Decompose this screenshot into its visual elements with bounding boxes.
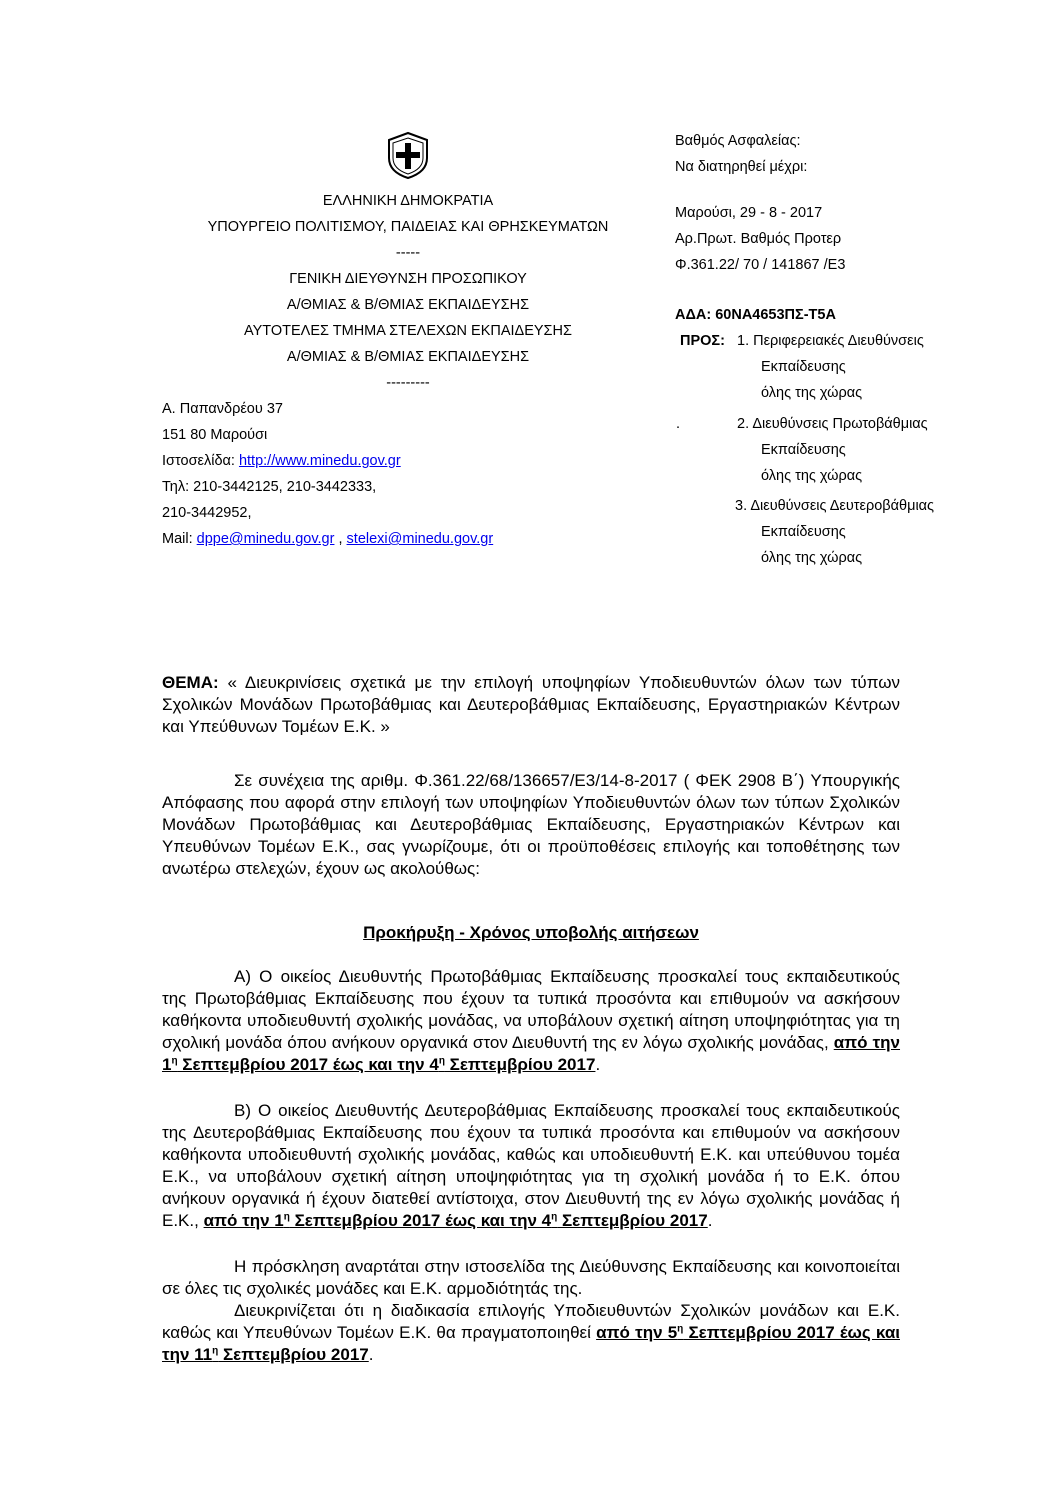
protocol-label: Αρ.Πρωτ. Βαθμός Προτερ [675,231,842,247]
separator: ----- [395,245,421,261]
department-line-2: Α/ΘΜΙΑΣ & Β/ΘΜΙΑΣ ΕΚΠΑΙΔΕΥΣΗΣ [286,297,530,313]
document-info [675,200,845,278]
protocol-number: Φ.361.22/ 70 / 141867 /Ε3 [675,257,846,273]
ministry-title: ΥΠΟΥΡΓΕΙΟ ΠΟΛΙΤΙΣΜΟΥ, ΠΑΙΔΕΙΑΣ ΚΑΙ ΘΡΗΣΚΕΥΜΑΤΩΝ [207,219,609,235]
subject-label: ΘΕΜΑ: [162,673,219,692]
security-level: Βαθμός Ασφαλείας: [675,133,801,149]
department-line-3: ΑΥΤΟΤΕΛΕΣ ΤΜΗΜΑ ΣΤΕΛΕΧΩΝ ΕΚΠΑΙΔΕΥΣΗΣ [244,323,572,339]
intro-paragraph: Σε συνέχεια της αριθμ. Φ.361.22/68/136657/Ε3/14-8-2017 ( ΦΕΚ 2908 Β΄) Υπουργικής Απόφασης που αφορά στην επιλογή των υποψηφίων Υποδιευθυντών όλων των τύπων Σχολικών Μονάδων Πρωτοβάθμιας και Δευτεροβάθμιας Εκπαίδευσης, Εργαστηριακών Κέντρων και Υπευθύνων Τομέων Ε.Κ., σας γνωρίζουμε, ότι οι προϋποθέσεις επιλογής και τοποθέτησης των ανωτέρω στελεχών, έχουν ως ακολούθως: [162,771,900,878]
recipient-1: 1. Περιφερειακές Διευθύνσεις Εκπαίδευσης όλης της χώρας [737,333,924,401]
dot: . [676,416,681,432]
letterhead [168,188,648,396]
keep-until: Να διατηρηθεί μέχρι: [675,159,808,175]
date-range-a: από την $1^\eta$ Σεπτεμβρίου 2017 έως και την $4^\eta$ Σεπτεμβρίου 2017 [162,1033,901,1074]
greek-coat-of-arms-icon [383,130,433,180]
separator: --------- [386,375,430,391]
department-line-4: Α/ΘΜΙΑΣ & Β/ΘΜΙΑΣ ΕΚΠΑΙΔΕΥΣΗΣ [286,349,530,365]
section-title: Προκήρυξη - Χρόνος υποβολής αιτήσεων [363,923,699,942]
contact-block [162,396,493,552]
recipient-3: 3. Διευθύνσεις Δευτεροβάθμιας Εκπαίδευσης όλης της χώρας [735,498,935,566]
document-date: Μαρούσι, 29 - 8 - 2017 [675,205,823,221]
ada-code: ΑΔΑ: 60ΝΑ4653ΠΣ-Τ5Α [675,307,836,323]
department-line-1: ΓΕΝΙΚΗ ΔΙΕΥΘΥΝΣΗ ΠΡΟΣΩΠΙΚΟΥ [289,271,527,287]
website-line: Ιστοσελίδα: http://www.minedu.gov.gr [162,453,401,469]
mail-link-2[interactable]: stelexi@minedu.gov.gr [346,531,494,547]
recipient-2: 2. Διευθύνσεις Πρωτοβάθμιας Εκπαίδευσης όλης της χώρας [737,416,928,484]
subject-text: « Διευκρινίσεις σχετικά με την επιλογή υποψηφίων Υποδιευθυντών όλων των τύπων Σχολικών Μονάδων Πρωτοβάθμιας και Δευτεροβάθμιας Εκπαίδευσης, Εργαστηριακών Κέντρων και Υπεύθυνων Τομέων Ε.Κ. » [162,673,900,736]
phone-line-2: 210-3442952, [162,505,252,521]
paragraph-a: Α) Ο οικείος Διευθυντής Πρωτοβάθμιας Εκπαίδευσης προσκαλεί τους εκπαιδευτικούς της Πρωτοβάθμιας Εκπαίδευσης που έχουν τα τυπικά προσόντα και επιθυμούν να ασκήσουν καθήκοντα υποδιευθυντή σχολικής μονάδας, να υποβάλουν σχετική αίτηση υποψηφιότητας για τη σχολική μονάδα όπου ανήκουν οργανικά στον Διευθυντή της εν λόγω σχολικής μονάδας, από την $1^\eta$ Σεπτεμβρίου 2017 έως και την $4^\eta$ Σεπτεμβρίου 2017. [162,967,901,1074]
phone-line-1: Τηλ: 210-3442125, 210-3442333, [162,479,377,495]
mail-link-1[interactable]: dppe@minedu.gov.gr [196,531,335,547]
paragraph-c: Η πρόσκληση αναρτάται στην ιστοσελίδα της Διεύθυνσης Εκπαίδευσης και κοινοποιείται σε όλες τις σχολικές μονάδες και Ε.Κ. αρμοδιότητάς της. [162,1257,900,1298]
security-info [675,128,807,180]
subject [162,672,900,738]
recipients-label: ΠΡΟΣ: [680,333,725,349]
date-range-d: από την $5^\eta$ Σεπτεμβρίου 2017 έως και την $11^\eta$ Σεπτεμβρίου 2017 [162,1323,900,1364]
date-range-b: από την $1^\eta$ Σεπτεμβρίου 2017 έως και την $4^\eta$ Σεπτεμβρίου 2017 [203,1211,708,1230]
address: Α. Παπανδρέου 37 [162,401,283,417]
mail-line: Mail: dppe@minedu.gov.gr , stelexi@minedu.gov.gr [162,531,494,547]
paragraph-d: Διευκρινίζεται ότι η διαδικασία επιλογής Υποδιευθυντών Σχολικών μονάδων και Ε.Κ. καθώς και Υπευθύνων Τομέων Ε.Κ. θα πραγματοποιηθεί από την $5^\eta$ Σεπτεμβρίου 2017 έως και την $11^\eta$ Σεπτεμβρίου 2017. [162,1301,900,1364]
city: 151 80 Μαρούσι [162,427,268,443]
website-link[interactable]: http://www.minedu.gov.gr [238,453,401,469]
paragraph-b: Β) Ο οικείος Διευθυντής Δευτεροβάθμιας Εκπαίδευσης προσκαλεί τους εκπαιδευτικούς της Δευτεροβάθμιας Εκπαίδευσης που έχουν τα τυπικά προσόντα και επιθυμούν να ασκήσουν καθήκοντα υποδιευθυντή σχολικής μονάδας, καθώς και υποδιευθυντή Ε.Κ. και υπεύθυνου τομέα Ε.Κ., να υποβάλουν σχετική αίτηση υποψηφιότητας για τη σχολική μονάδα ή το Ε.Κ. όπου ανήκουν οργανικά ή έχουν διατεθεί αντίστοιχα, στον Διευθυντή της εν λόγω σχολικής μονάδας ή Ε.Κ., από την $1^\eta$ Σεπτεμβρίου 2017 έως και την $4^\eta$ Σεπτεμβρίου 2017. [162,1101,900,1230]
republic-title: ΕΛΛΗΝΙΚΗ ΔΗΜΟΚΡΑΤΙΑ [322,193,494,209]
